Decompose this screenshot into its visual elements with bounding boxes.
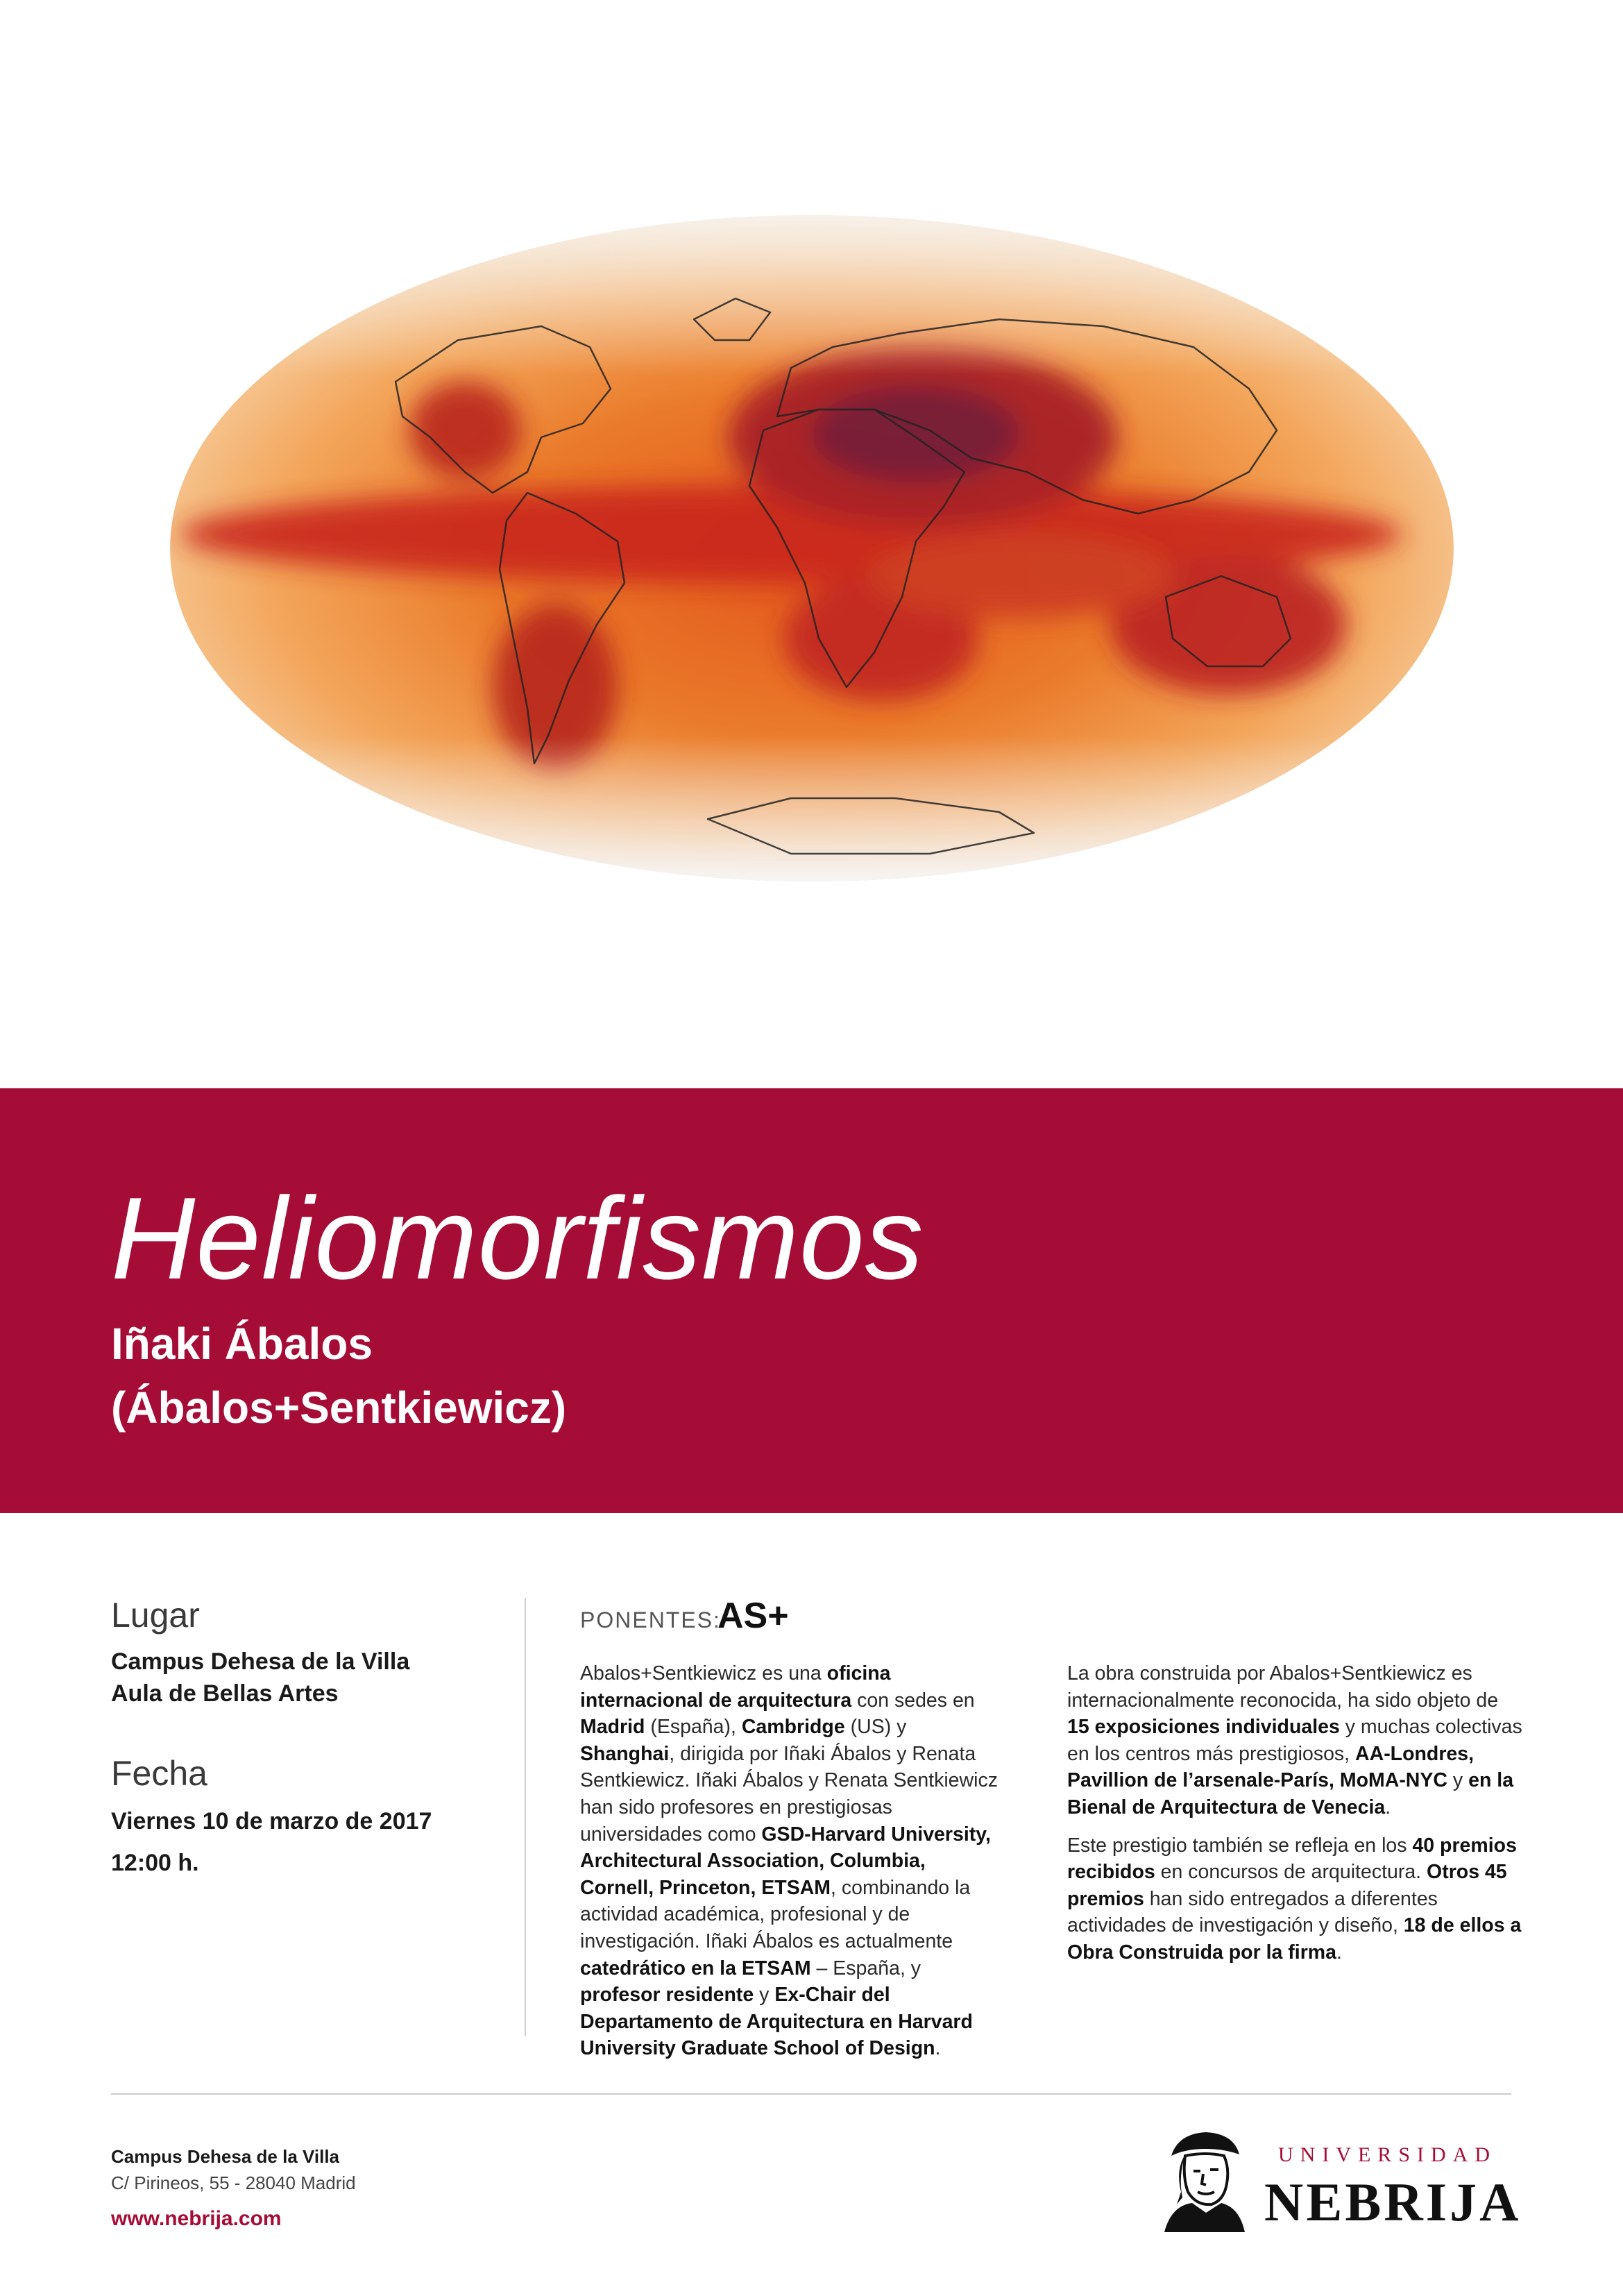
lugar-line-1: Campus Dehesa de la Villa <box>111 1648 410 1675</box>
text-segment: . <box>935 2037 941 2060</box>
bio-column-2 <box>1067 1660 1525 1966</box>
ponentes-label: PONENTES: <box>580 1607 721 1632</box>
text-segment: – España, y <box>810 1957 921 1980</box>
text-segment: GSD-Harvard University, Architectural Association, Columbia, Cornell, Princeton, ETSAM <box>580 1823 991 1899</box>
text-segment: (España), <box>645 1716 742 1739</box>
bio-paragraph-3 <box>1067 1832 1525 1966</box>
footer-divider <box>111 2093 1511 2095</box>
logo-nebrija: NEBRIJA <box>1264 2172 1522 2232</box>
fecha-date: Viernes 10 de marzo de 2017 <box>111 1808 432 1834</box>
text-segment: Ex-Chair del Departamento de Arquitectura en Harvard University Graduate School of Design <box>580 1984 973 2060</box>
text-segment: (US) y <box>844 1716 907 1739</box>
text-segment: . <box>1385 1796 1391 1818</box>
world-map-svg <box>167 208 1457 888</box>
text-segment: , combinando la actividad académica, profesional y de investigación. Iñaki Ábalos es actualmente <box>580 1876 971 1952</box>
text-segment: y <box>754 1984 775 2007</box>
footer-url-link[interactable]: www.nebrija.com <box>111 2207 282 2230</box>
text-segment: Shanghai <box>580 1742 670 1765</box>
lugar-line-2: Aula de Bellas Artes <box>111 1680 339 1707</box>
text-segment: , dirigida por Iñaki Ábalos y Renata Sentkiewicz. Iñaki Ábalos y Renata Sentkiewicz han sido profesores en prestigiosas universidades como <box>580 1742 998 1846</box>
text-segment: Abalos+Sentkiewicz es una <box>580 1662 827 1685</box>
text-segment: AA-Londres, Pavillion de l’arsenale-París, MoMA-NYC <box>1067 1742 1475 1792</box>
text-segment: catedrático en la ETSAM <box>580 1957 811 1980</box>
event-title: Heliomorfismos <box>111 1173 924 1303</box>
text-segment: La obra construida por Abalos+Sentkiewicz es internacionalmente reconocida, ha sido objeto de <box>1067 1662 1499 1712</box>
text-segment: en la Bienal de Arquitectura de Venecia <box>1067 1769 1514 1818</box>
speaker-firm: (Ábalos+Sentkiewicz) <box>111 1383 567 1433</box>
text-segment: Otros 45 premios <box>1067 1861 1507 1910</box>
fecha-heading: Fecha <box>111 1754 207 1793</box>
bio-column-1 <box>580 1660 1003 2062</box>
text-segment: Cambridge <box>741 1716 845 1739</box>
text-segment: 40 premios recibidos <box>1067 1834 1517 1884</box>
text-segment: 15 exposiciones individuales <box>1067 1716 1340 1739</box>
text-segment: oficina internacional de arquitectura <box>580 1662 891 1712</box>
lugar-heading: Lugar <box>111 1596 200 1635</box>
fecha-time: 12:00 h. <box>111 1850 199 1876</box>
text-segment: . <box>1336 1941 1342 1964</box>
bio-paragraph-2 <box>1067 1660 1525 1821</box>
speaker-name: Iñaki Ábalos <box>111 1319 373 1369</box>
text-segment: 18 de ellos a Obra Construida por la firma <box>1067 1914 1522 1964</box>
nebrija-portrait-icon <box>1157 2128 1248 2234</box>
text-segment: en concursos de arquitectura. <box>1155 1861 1427 1884</box>
text-segment: han sido entregados a diferentes actividades de investigación y diseño, <box>1067 1887 1438 1937</box>
footer-campus: Campus Dehesa de la Villa <box>111 2146 339 2167</box>
logo-universidad: UNIVERSIDAD <box>1278 2143 1497 2166</box>
column-divider <box>525 1598 526 2036</box>
bio-paragraph-1 <box>580 1660 1003 2062</box>
footer-address: C/ Pirineos, 55 - 28040 Madrid <box>111 2172 356 2193</box>
text-segment: Madrid <box>580 1716 645 1739</box>
text-segment: Este prestigio también se refleja en los <box>1067 1834 1413 1857</box>
portrait-svg <box>1157 2128 1248 2234</box>
text-segment: y <box>1447 1769 1469 1792</box>
text-segment: profesor residente <box>580 1984 754 2007</box>
text-segment: con sedes en <box>851 1689 975 1712</box>
text-segment: y muchas colectivas en los centros más prestigiosos, <box>1067 1716 1522 1765</box>
ponentes-name: AS+ <box>717 1596 789 1636</box>
world-heat-map <box>167 208 1457 888</box>
